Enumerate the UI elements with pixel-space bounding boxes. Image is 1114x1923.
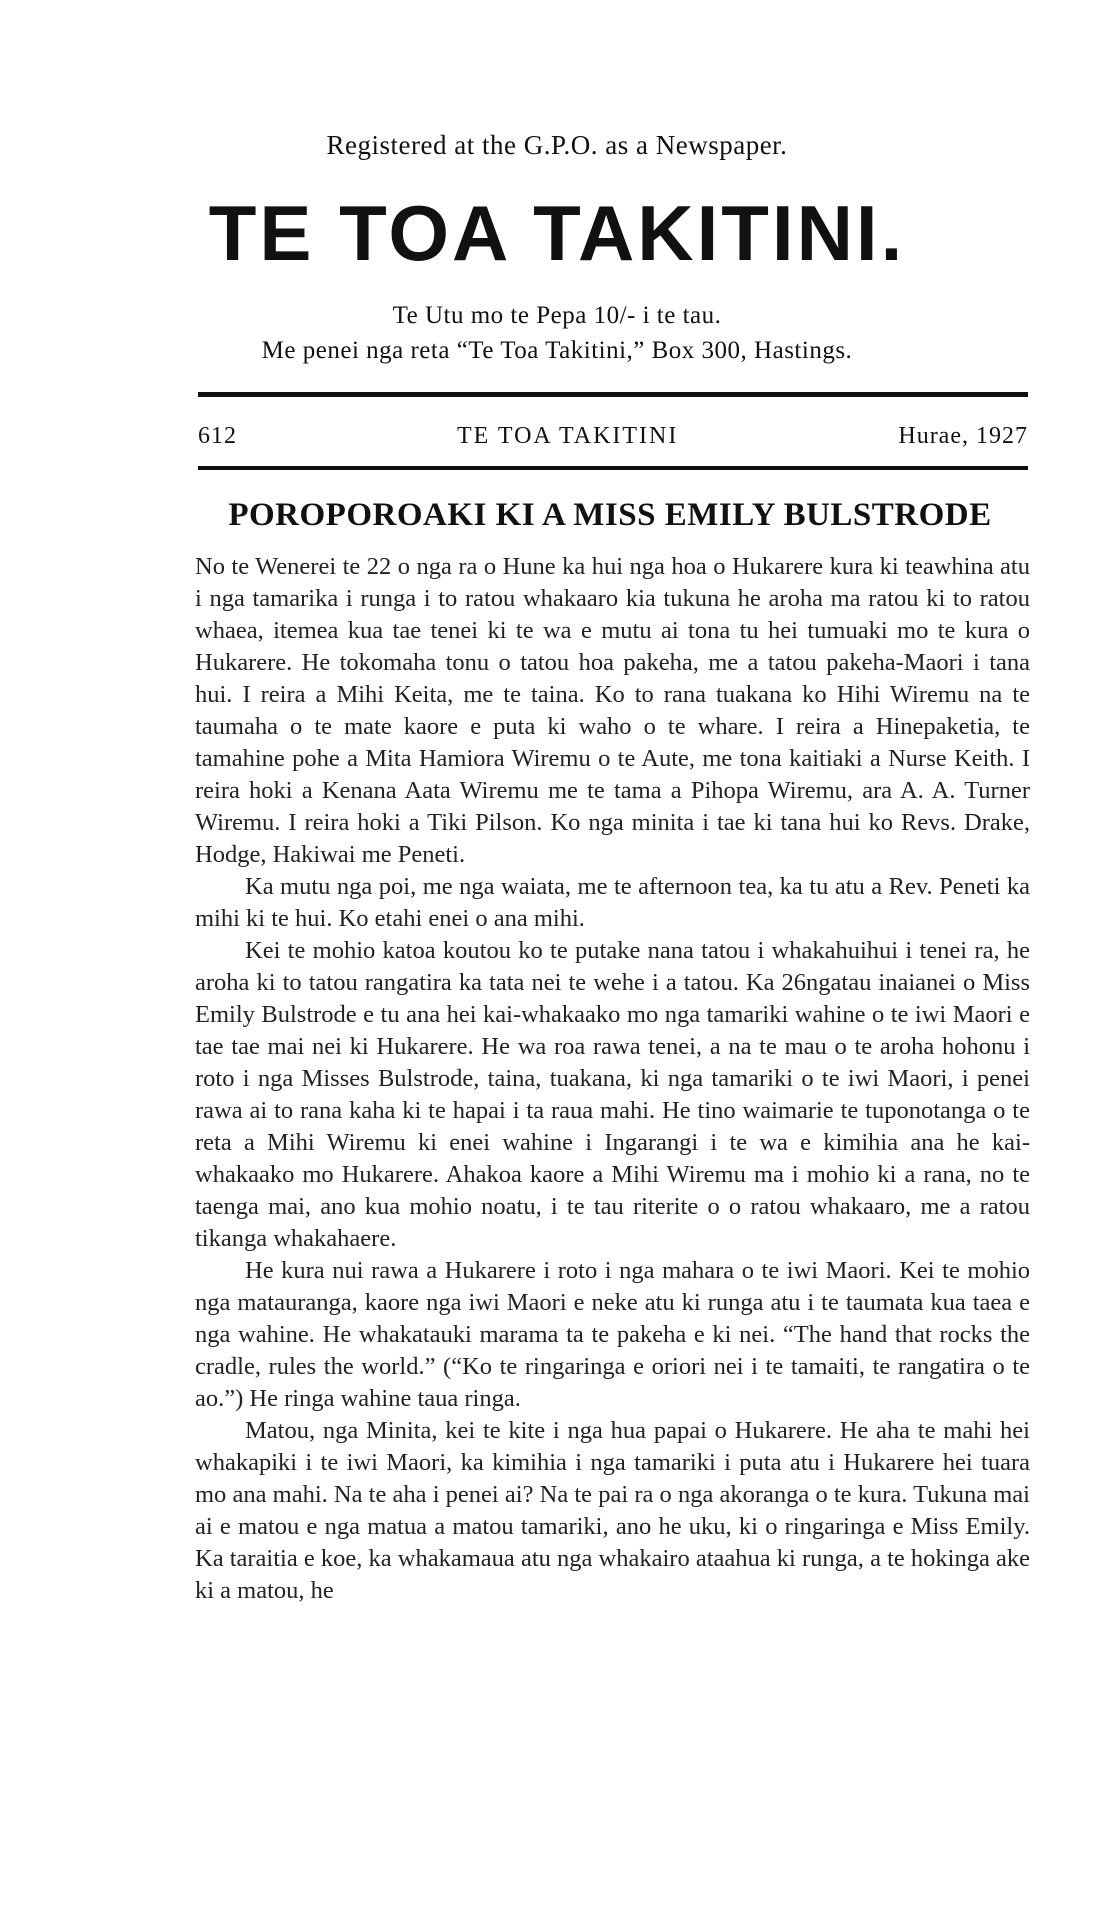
- running-head: [198, 423, 1028, 450]
- running-title: TE TOA TAKITINI: [456, 423, 679, 449]
- subscription-price: Te Utu mo te Pepa 10/- i te tau.: [392, 302, 722, 329]
- page-number: 612: [198, 423, 237, 449]
- newspaper-masthead: TE TOA TAKITINI.: [208, 189, 906, 277]
- registration-notice: Registered at the G.P.O. as a Newspaper.: [326, 130, 788, 160]
- article-headline: POROPOROAKI KI A MISS EMILY BULSTRODE: [228, 497, 992, 533]
- header-rule-bottom: [198, 466, 1028, 470]
- issue-date: Hurae, 1927: [898, 423, 1028, 449]
- article-paragraph: Ka mutu nga poi, me nga waiata, me te afternoon tea, ka tu atu a Rev. Peneti ka mihi ki te hui. Ko etahi enei o ana mihi.: [195, 873, 1030, 932]
- mailing-address: Me penei nga reta “Te Toa Takitini,” Box 300, Hastings.: [261, 337, 853, 364]
- article-body: [195, 551, 1030, 1607]
- article-paragraph: Matou, nga Minita, kei te kite i nga hua papai o Hukarere. He aha te mahi hei whakapiki i te iwi Maori, ka kimihia i nga tamariki i puta atu i Hukarere hei tuara mo ana mahi. Na te aha i penei ai? Na te pai ra o nga akoranga o te kura. Tukuna mai ai e matou e nga matua a matou tamariki, ano he uku, ki o ringaringa e Miss Emily. Ka taraitia e koe, ka whakamaua atu nga whakairo ataahua ki runga, a te hokinga ake ki a matou, he: [195, 1417, 1030, 1604]
- article-paragraph: Kei te mohio katoa koutou ko te putake nana tatou i whakahuihui i tenei ra, he aroha ki to tatou rangatira ka tata nei te wehe i a tatou. Ka 26ngatau inaianei o Miss Emily Bulstrode e tu ana hei kai-whakaako mo nga tamariki wahine o te iwi Maori e tae tae mai nei ki Hukarere. He wa roa rawa tenei, a na te mau o te aroha hohonu i roto i nga Misses Bulstrode, taina, tuakana, ki nga tamariki o te iwi Maori, i penei rawa ai to rana kaha ki te hapai i ta raua mahi. He tino waimarie te tuponotanga o te reta a Mihi Wiremu ki enei wahine i Ingarangi i te wa e kimihia ana he kai-whakaako mo Hukarere. Ahakoa kaore a Mihi Wiremu ma i mohio ki a rana, no te taenga mai, ano kua mohio noatu, i te tau riterite o o ratou whakaaro, me a ratou tikanga whakahaere.: [195, 937, 1030, 1252]
- article-paragraph: He kura nui rawa a Hukarere i roto i nga mahara o te iwi Maori. Kei te mohio nga matauranga, kaore nga iwi Maori e neke atu ki runga atu i te taumata kua taea e nga wahine. He whakatauki marama ta te pakeha e ki nei. “The hand that rocks the cradle, rules the world.” (“Ko te ringaringa e oriori nei i te tamaiti, te rangatira o te ao.”) He ringa wahine taua ringa.: [195, 1257, 1030, 1412]
- article-paragraph: No te Wenerei te 22 o nga ra o Hune ka hui nga hoa o Hukarere kura ki teawhina atu i nga tamarika i runga i to ratou whakaaro kia tukuna he aroha ma ratou ki to ratou whaea, itemea kua tae tenei ki te wa e mutu ai tona tu hei tumuaki mo te kura o Hukarere. He tokomaha tonu o tatou hoa pakeha, me a tatou pakeha-Maori i tana hui. I reira a Mihi Keita, me te taina. Ko to rana tuakana ko Hihi Wiremu na te taumaha o te mate kaore e puta ki waho o te whare. I reira a Hinepaketia, te tamahine pohe a Mita Hamiora Wiremu o te Aute, me tona kaitiaki a Nurse Keith. I reira hoki a Kenana Aata Wiremu me te tama a Pihopa Wiremu, ara A. A. Turner Wiremu. I reira hoki a Tiki Pilson. Ko nga minita i tae ki tana hui ko Revs. Drake, Hodge, Hakiwai me Peneti.: [195, 553, 1030, 868]
- header-rule-top: [198, 392, 1028, 397]
